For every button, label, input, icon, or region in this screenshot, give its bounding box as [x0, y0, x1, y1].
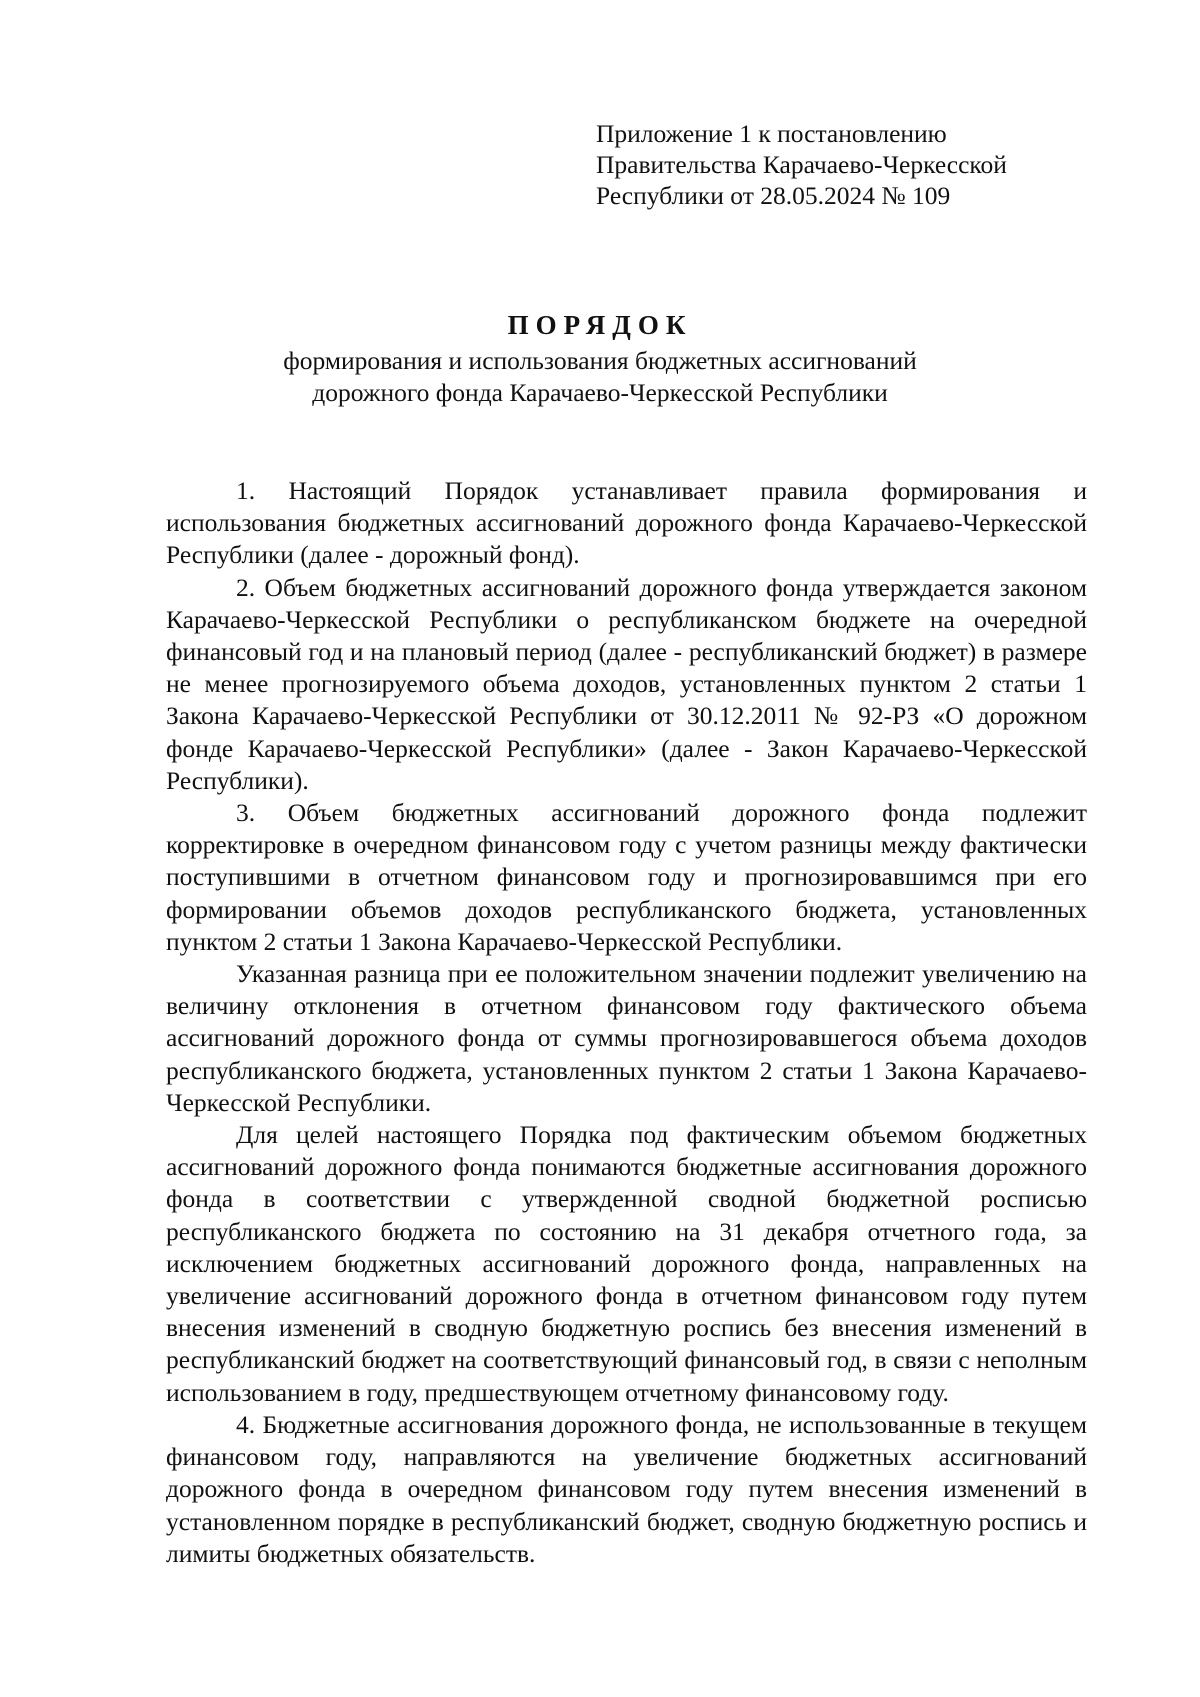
document-title: ПОРЯДОК: [507, 310, 693, 340]
appendix-line-1: Приложение 1 к постановлению: [596, 119, 947, 148]
paragraph-3-definition: Для целей настоящего Порядка под фактическим объемом бюджетных ассигнований дорожного фонда понимаются бюджетные ассигнования дорожного фонда в соответствии с утвержденной сводной бюджетной росписью республиканского бюджета по состоянию на 31 декабря отчетного года, за исключением бюджетных ассигнований дорожного фонда, направленных на увеличение ассигнований дорожного фонда в отчетном финансовом году путем внесения изменений в сводную бюджетную роспись без внесения изменений в республиканский бюджет на соответствующий финансовый год, в связи с неполным использованием в году, предшествующем отчетному финансовому году.: [166, 1120, 1087, 1407]
paragraph-1: 1. Настоящий Порядок устанавливает правила формирования и использования бюджетных ассигнований дорожного фонда Карачаево-Черкесской Республики (далее - дорожный фонд).: [166, 476, 1087, 570]
paragraph-4: 4. Бюджетные ассигнования дорожного фонда, не использованные в текущем финансовом году, направляются на увеличение бюджетных ассигнований дорожного фонда в очередном финансовом году путем внесения изменений в установленном порядке в республиканский бюджет, сводную бюджетную роспись и лимиты бюджетных обязательств.: [166, 1409, 1087, 1568]
paragraph-3-difference: Указанная разница при ее положительном значении подлежит увеличению на величину отклонения в отчетном финансовом году фактического объема ассигнований дорожного фонда от суммы прогнозировавшегося объема доходов республиканского бюджета, установленных пунктом 2 статьи 1 Закона Карачаево-Черкесской Республики.: [166, 959, 1087, 1117]
subtitle-line-2: дорожного фонда Карачаево-Черкесской Республики: [312, 378, 888, 407]
document-subtitle: [0, 345, 1200, 409]
subtitle-line-1: формирования и использования бюджетных ассигнований: [283, 346, 917, 375]
paragraph-2: 2. Объем бюджетных ассигнований дорожного фонда утверждается законом Карачаево-Черкесской Республики о республиканском бюджете на очередной финансовый год и на плановый период (далее - республиканский бюджет) в размере не менее прогнозируемого объема доходов, установленных пунктом 2 статьи 1 Закона Карачаево-Черкесской Республики от 30.12.2011 № 92-РЗ «О дорожном фонде Карачаево-Черкесской Республики» (далее - Закон Карачаево-Черкесской Республики).: [166, 572, 1087, 795]
appendix-reference: [596, 118, 1116, 211]
document-body: [166, 475, 1087, 1570]
appendix-line-2: Правительства Карачаево-Черкесской: [596, 150, 1007, 179]
paragraph-3: 3. Объем бюджетных ассигнований дорожного фонда подлежит корректировке в очередном финансовом году с учетом разницы между фактически поступившими в отчетном финансовом году и прогнозировавшимся при его формировании объемов доходов республиканского бюджета, установленных пунктом 2 статьи 1 Закона Карачаево-Черкесской Республики.: [166, 798, 1087, 956]
appendix-line-3: Республики от 28.05.2024 № 109: [596, 181, 951, 210]
